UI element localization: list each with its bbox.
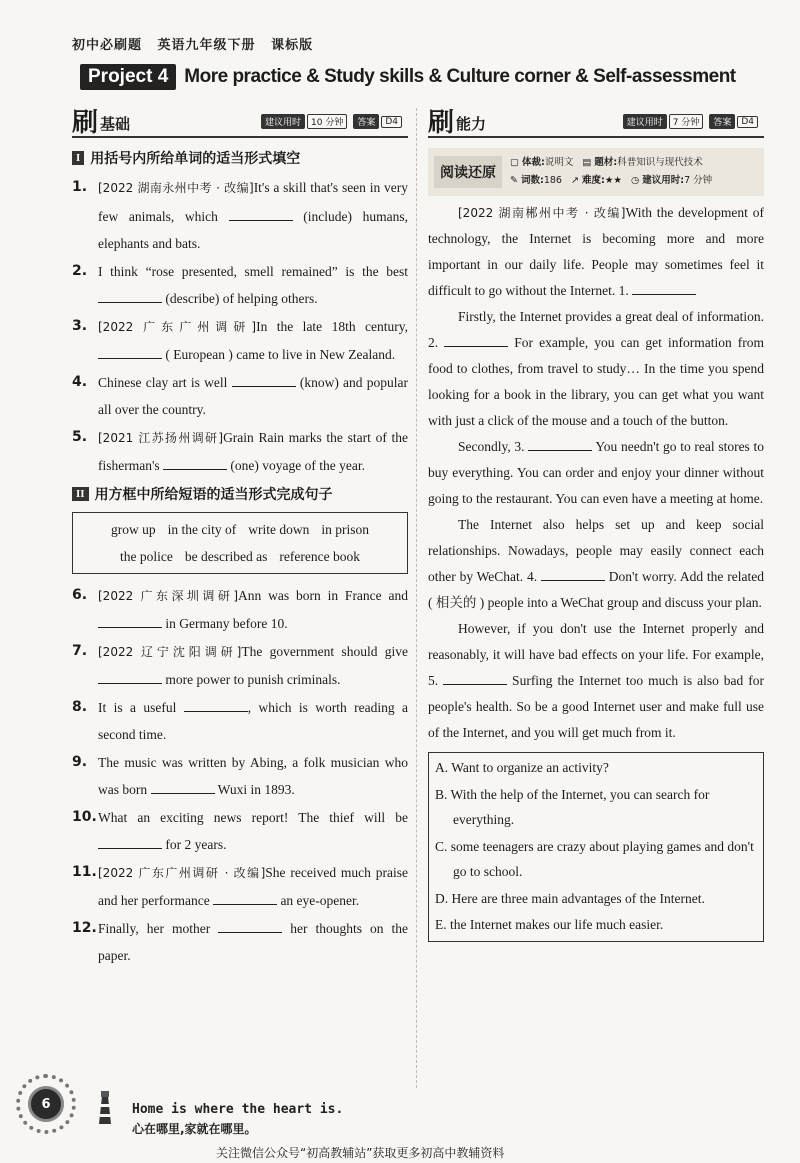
question-text: (describe) of helping others. — [162, 291, 318, 306]
chart-icon: ↗ — [571, 175, 579, 186]
question-source: [2022 辽宁沈阳调研] — [98, 644, 242, 659]
question-text: in Germany before 10. — [162, 616, 288, 631]
question-text: (know) and popular all over the country. — [98, 374, 408, 417]
part2-numeral: II — [72, 487, 89, 501]
answer-blank[interactable] — [443, 671, 507, 685]
phrase-option: in the city of — [167, 521, 237, 537]
clock-icon: ◷ — [630, 175, 640, 186]
footer-quote-cn: 心在哪里,家就在哪里。 — [132, 1122, 257, 1136]
answer-blank[interactable] — [151, 780, 215, 794]
section-header-basics — [72, 104, 408, 138]
question-text: In the late 18th century, — [256, 318, 409, 334]
question-text: The music was written by Abing, a folk musician who was born — [98, 754, 408, 797]
project-title-bar — [80, 62, 756, 92]
phrase-option: write down — [248, 521, 310, 537]
time-value: 7 分钟 — [669, 114, 704, 129]
topic-value: 科普知识与现代技术 — [617, 157, 703, 168]
question-text: It's a skill that's seen in very few animals, which — [98, 180, 408, 224]
answer-label: 答案 — [353, 114, 379, 129]
question-text: for 2 years. — [162, 837, 227, 852]
question-item — [72, 258, 408, 313]
difficulty-label: 难度: — [582, 175, 605, 186]
section-meta — [261, 114, 408, 129]
answer-blank[interactable] — [232, 373, 296, 387]
edition-name: 课标版 — [271, 38, 314, 53]
question-item — [72, 638, 408, 694]
book-icon: ▤ — [582, 157, 592, 168]
question-number: 3. — [72, 317, 88, 334]
passage-text: Firstly, the Internet provides a great deal of information. 2. — [428, 309, 764, 350]
question-item — [72, 859, 408, 915]
section-glyph: 刷 — [72, 107, 99, 138]
question-text: It is a useful — [98, 699, 184, 715]
reading-banner — [428, 148, 764, 196]
question-number: 1. — [72, 179, 88, 195]
words-value: 186 — [543, 175, 562, 186]
phrase-box — [72, 512, 408, 574]
question-number: 8. — [72, 698, 88, 715]
time-label: 建议用时 — [623, 114, 667, 129]
options-box — [428, 752, 764, 942]
genre-label: 体裁: — [522, 157, 545, 168]
phrase-option: the police — [120, 548, 173, 564]
passage-paragraph — [428, 434, 764, 512]
question-text: She received much praise and her performance — [98, 864, 408, 908]
question-text: What an exciting news report! The thief will be — [98, 809, 408, 825]
question-text: ( European ) came to live in New Zealand. — [162, 347, 396, 362]
page-number: 6 — [28, 1086, 64, 1122]
column-divider — [416, 108, 417, 1088]
question-number: 9. — [72, 753, 88, 770]
answer-blank[interactable] — [213, 891, 277, 905]
passage-text: For example, you can get information from food to clothes, from travel to study… In the time you spend looking for a book in the library, you can get what you want with just a click of the mouse and a touch of the button. — [428, 335, 765, 428]
question-item — [72, 369, 408, 424]
question-text: more power to punish criminals. — [162, 672, 341, 687]
question-source: [2022 广东广州调研] — [98, 319, 257, 334]
words-label: 词数: — [521, 175, 544, 186]
passage-text: However, if you don't use the Internet properly and reasonably, it will have bad effects on your life. For example, 5. — [428, 621, 764, 688]
part2-heading — [72, 484, 408, 504]
question-number: 2. — [72, 262, 88, 279]
question-number: 12. — [72, 919, 97, 936]
question-text: Chinese clay art is well — [98, 374, 232, 390]
question-text: The government should give — [241, 643, 409, 659]
question-number: 10. — [72, 808, 97, 825]
answer-blank[interactable] — [184, 698, 248, 712]
answer-blank[interactable] — [632, 281, 696, 295]
topic-label: 题材: — [594, 157, 618, 168]
phrase-option: grow up — [111, 521, 156, 537]
question-number: 5. — [72, 428, 88, 445]
answer-blank[interactable] — [98, 670, 162, 684]
option-item: C. some teenagers are crazy about playing games and don't go to school. — [435, 838, 754, 879]
section-name: 能力 — [456, 114, 487, 133]
count-icon: ✎ — [510, 175, 518, 186]
section-meta — [623, 114, 764, 129]
passage-source: [2022 湖南郴州中考 · 改编] — [458, 206, 626, 220]
option-item: A. Want to organize an activity? — [435, 760, 609, 775]
answer-blank[interactable] — [218, 919, 282, 933]
lighthouse-icon — [96, 1090, 114, 1124]
right-column — [428, 104, 764, 942]
question-text: her thoughts on the paper. — [98, 920, 408, 963]
time-label: 建议用时 — [261, 114, 305, 129]
question-number: 4. — [72, 373, 88, 390]
doc-icon: ▢ — [510, 157, 519, 168]
section-name: 基础 — [100, 114, 131, 133]
reading-meta — [510, 154, 712, 190]
part1-numeral: I — [72, 151, 84, 165]
project-title: More practice & Study skills & Culture corner & Self-assessment — [184, 66, 736, 87]
answer-blank[interactable] — [98, 289, 162, 303]
running-header — [72, 34, 323, 53]
option-item: D. Here are three main advantages of the Internet. — [435, 890, 705, 906]
reading-time-value: 7 分钟 — [684, 175, 713, 186]
section-glyph: 刷 — [428, 107, 455, 138]
question-text: I think “rose presented, smell remained” is the best — [98, 263, 408, 279]
question-item — [72, 804, 408, 859]
left-column — [72, 104, 408, 970]
passage-text: You needn't go to real stores to buy everything. You can order and enjoy your dinner without going to the restaurant. You can even have a meeting at home. — [428, 439, 764, 506]
phrase-option: in prison — [321, 521, 369, 537]
passage-text: Secondly, 3. — [458, 439, 529, 454]
passage-paragraph — [428, 304, 764, 434]
project-tag: Project 4 — [80, 64, 176, 90]
option-item: E. the Internet makes our life much easier. — [435, 917, 664, 932]
part2-title: 用方框中所给短语的适当形式完成句子 — [94, 486, 333, 503]
question-source: [2022 广东广州调研 · 改编] — [98, 865, 266, 880]
part1-heading — [72, 148, 408, 168]
question-text: Wuxi in 1893. — [214, 782, 295, 797]
question-source: [2022 广东深圳调研] — [98, 588, 239, 603]
phrase-option: reference book — [279, 548, 360, 564]
footer-quote-en: Home is where the heart is. — [132, 1102, 344, 1117]
series-name: 初中必刷题 — [72, 38, 143, 53]
genre-value: 说明文 — [544, 157, 574, 168]
question-item — [72, 915, 408, 970]
answer-blank[interactable] — [229, 207, 293, 221]
question-item — [72, 174, 408, 258]
question-item — [72, 694, 408, 749]
question-item — [72, 424, 408, 480]
answer-value: D4 — [737, 116, 758, 128]
answer-blank[interactable] — [444, 333, 508, 347]
difficulty-value: ★★ — [604, 175, 622, 186]
question-text: Grain Rain marks the start of the fisherman's — [98, 429, 409, 473]
footer-note: 关注微信公众号“初高教辅站”获取更多初高中教辅资料 — [216, 1146, 505, 1160]
passage-paragraph — [428, 200, 764, 304]
answer-blank[interactable] — [163, 456, 227, 470]
phrase-row — [79, 516, 401, 543]
passage-paragraph — [428, 512, 764, 616]
question-text: (include) humans, elephants and bats. — [98, 208, 408, 251]
passage-text: Surfing the Internet too much is also bad for people's health. So be a good Internet user and make full use of the Internet, and you will get much from it. — [428, 673, 764, 740]
answer-blank[interactable] — [528, 437, 592, 451]
answer-label: 答案 — [709, 114, 735, 129]
time-value: 10 分钟 — [307, 114, 347, 129]
reading-tag: 阅读还原 — [434, 156, 502, 188]
section-header-ability — [428, 104, 764, 138]
passage-text: The Internet also helps set up and keep social relationships. Nowadays, people may easily connect each other by WeChat. 4. — [428, 517, 764, 584]
answer-blank[interactable] — [98, 835, 162, 849]
question-item — [72, 582, 408, 638]
question-source: [2021 江苏扬州调研] — [98, 430, 224, 445]
question-text: (one) voyage of the year. — [227, 458, 365, 473]
question-number: 11. — [72, 863, 97, 880]
question-text: Finally, her mother — [98, 920, 219, 936]
passage-text: Don't worry. Add the related ( 相关的 ) people into a WeChat group and discuss your plan. — [428, 569, 764, 610]
phrase-row — [79, 543, 401, 570]
answer-value: D4 — [381, 116, 402, 128]
answer-blank[interactable] — [98, 345, 162, 359]
question-text: an eye-opener. — [277, 893, 360, 908]
passage-paragraph — [428, 616, 764, 746]
answer-blank[interactable] — [541, 567, 605, 581]
reading-time-label: 建议用时: — [642, 175, 685, 186]
question-text: , which is worth reading a second time. — [98, 699, 408, 742]
book-name: 英语九年级下册 — [157, 38, 256, 53]
passage-text: With the development of technology, the Internet is becoming more and more important in our daily life. People may sometimes feel it difficult to go without the Internet. 1. — [428, 205, 764, 298]
option-item: B. With the help of the Internet, you can search for everything. — [435, 786, 710, 827]
question-text: Ann was born in France and — [238, 587, 409, 603]
question-number: 6. — [72, 586, 88, 603]
part1-title: 用括号内所给单词的适当形式填空 — [90, 151, 301, 167]
question-number: 7. — [72, 642, 88, 659]
question-item — [72, 749, 408, 804]
answer-blank[interactable] — [98, 614, 162, 628]
question-item — [72, 313, 408, 369]
question-source: [2022 湖南永州中考 · 改编] — [98, 181, 254, 195]
phrase-option: be described as — [184, 548, 268, 564]
